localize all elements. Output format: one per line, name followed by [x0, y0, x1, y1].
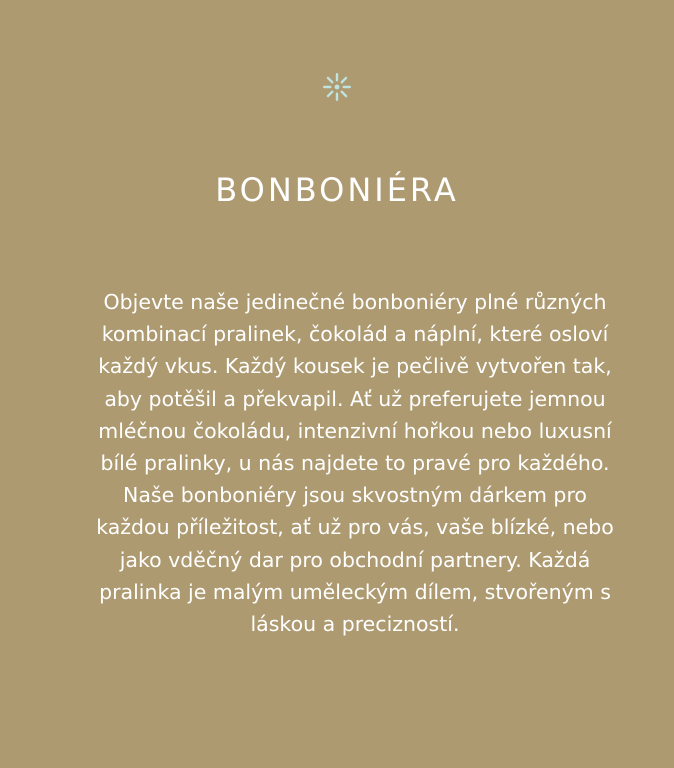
section-description: Objevte naše jedinečné bonboniéry plné různých kombinací pralinek, čokolád a náplní, které osloví každý vkus. Každý kousek je pečlivě vytvořen tak, aby potěšil a překvapil. Ať už preferujete jemnou mléčnou čokoládu, intenzivní hořkou nebo luxusní bílé pralinky, u nás najdete to pravé pro každého. Naše bonboniéry jsou skvostným dárkem pro každou příležitost, ať už pro vás, vaše blízké, nebo jako vděčný dar pro obchodní partnery. Každá pralinka je malým uměleckým dílem, stvořeným s láskou a precizností.	[96, 290, 614, 637]
section-title: BONBONIÉRA	[215, 171, 459, 209]
asterisk-flower-icon	[320, 70, 354, 104]
